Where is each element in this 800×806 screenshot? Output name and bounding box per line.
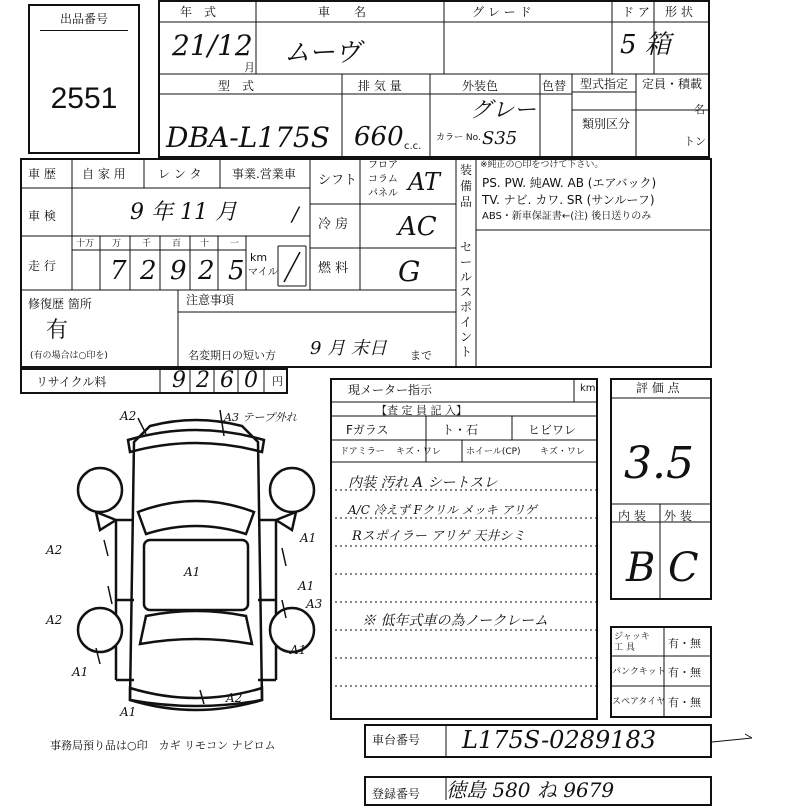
- shift-label: シフト: [318, 173, 358, 188]
- remark-4: ※ 低年式車の為ノークレーム: [362, 613, 549, 629]
- chassis-label: 車台番号: [372, 733, 421, 747]
- model-label: 車 名: [318, 5, 367, 19]
- type-value: DBA-L175S: [166, 121, 330, 154]
- mark-10: A1: [120, 705, 137, 719]
- inspection-value: 9 年 11 月: [130, 200, 237, 225]
- capacity-label: 定員・積載: [642, 77, 703, 91]
- history-business: 事業.営業車: [232, 167, 296, 181]
- repair-value: 有: [46, 318, 69, 343]
- doors-body-value: 5 箱: [620, 30, 671, 60]
- year-value: 21/12: [172, 29, 253, 62]
- equipment-line3: ABS・新車保証書←(注) 後日送りのみ: [482, 211, 652, 222]
- change-suffix: まで: [410, 349, 432, 362]
- chassis-value: L175S-0289183: [462, 726, 657, 754]
- fuel-label: 燃 料: [318, 261, 349, 276]
- interior-label: 内 装: [618, 509, 646, 523]
- tools-row1-value: 有・無: [668, 666, 701, 679]
- color-label: 外装色: [462, 79, 499, 93]
- recycle-unit: 円: [272, 375, 283, 388]
- body-label: 形 状: [665, 5, 693, 19]
- mark-2: A1: [300, 531, 317, 545]
- ac-value: AC: [398, 212, 437, 242]
- recycle-label: リサイクル料: [36, 375, 107, 389]
- type-label: 型 式: [218, 79, 255, 93]
- digit-h1: 万: [112, 239, 122, 249]
- designation-label: 型式指定: [580, 77, 629, 91]
- mark-3: A2: [46, 543, 63, 557]
- tools-row2-label: スペアタイヤ: [612, 697, 666, 707]
- mark-11: A2: [226, 691, 243, 705]
- fglass-label: Fガラス: [346, 423, 389, 437]
- selling-point-text: セールスポイント: [460, 240, 473, 359]
- displacement-label: 排 気 量: [358, 79, 402, 93]
- recycle-digit-3: 0: [244, 368, 258, 393]
- mark-5: A1: [298, 579, 315, 593]
- wheel-opts: キズ・ワレ: [540, 447, 585, 457]
- lot-number: 2551: [50, 82, 118, 115]
- mark-8: A1: [290, 643, 307, 657]
- equipment-note: ※純正の○印をつけて下さい。: [480, 160, 604, 170]
- shift-panel: パネル: [368, 188, 398, 199]
- year-label: 年 式: [180, 5, 217, 19]
- tools-row2-value: 有・無: [668, 696, 701, 709]
- inspector-title: 【査 定 員 記 入】: [376, 404, 467, 417]
- notes-label: 注意事項: [186, 293, 235, 307]
- meter-label: 現メーター指示: [348, 383, 433, 397]
- repair-note: (有の場合は○印を): [30, 351, 108, 361]
- recycle-digit-0: 9: [172, 368, 186, 393]
- meter-unit: km: [580, 383, 596, 394]
- cc-unit: c.c.: [404, 141, 422, 152]
- crack-label: ヒビワレ: [528, 423, 577, 437]
- mark-0: A2: [120, 409, 137, 423]
- remark-2: A/C 冷えず Fクリル メッキ アリゲ: [348, 503, 537, 517]
- equipment-line2: TV. ナビ. カワ. SR (サンルーフ): [482, 193, 655, 207]
- mileage-label: 走 行: [28, 259, 56, 273]
- mileage-digit-2: 2: [140, 256, 157, 286]
- displacement-value: 660: [354, 122, 404, 152]
- history-rental: レ ン タ: [158, 167, 202, 181]
- remark-1: 内装 汚れ A シートスレ: [348, 475, 498, 491]
- model-value: ムーヴ: [284, 38, 361, 68]
- grade-label: グ レ ー ド: [472, 5, 532, 19]
- recycle-digit-2: 6: [220, 368, 234, 393]
- registration-value: 徳島 580 ね 9679: [446, 778, 615, 802]
- fuel-value: G: [398, 255, 421, 288]
- change-value: 9 月 末日: [310, 338, 387, 359]
- remark-3: Rスポイラー アリゲ 天井シミ: [352, 529, 526, 544]
- mirror-label: ドアミラー: [340, 447, 385, 457]
- tools-row0-value: 有・無: [668, 637, 701, 650]
- tools-row0-label: ジャッキ 工 具: [614, 632, 650, 653]
- interior-grade: B: [626, 545, 656, 591]
- ac-label: 冷 房: [318, 217, 349, 232]
- mile-unit: マイル: [248, 267, 278, 278]
- color-value: グレー: [470, 98, 537, 123]
- shift-floor: フロア: [368, 160, 398, 171]
- lot-label: 出品番号: [59, 12, 108, 26]
- mark-9: A1: [72, 665, 89, 679]
- repair-label: 修復歴 箇所: [28, 297, 92, 311]
- digit-h4: 十: [200, 239, 210, 249]
- recycle-digit-1: 2: [196, 368, 210, 393]
- color-no-value: S35: [482, 128, 518, 149]
- footer-items: 事務局預り品は○印 カギ リモコン ナビロム: [50, 739, 276, 752]
- inspection-label: 車 検: [28, 209, 56, 223]
- rating-score: 3.5: [624, 438, 694, 489]
- mark-7: A2: [46, 613, 63, 627]
- seats-unit: 名: [694, 103, 705, 116]
- km-unit: km: [250, 251, 268, 264]
- mark-4: A1: [184, 565, 201, 579]
- mirror-opts: キズ・ワレ: [396, 447, 441, 457]
- month-unit: 月: [244, 61, 255, 74]
- exterior-label: 外 装: [664, 509, 692, 523]
- digit-h2: 千: [142, 239, 152, 249]
- repaint-label: 色替: [542, 79, 567, 93]
- mileage-digit-1: 7: [110, 256, 127, 286]
- shift-column: コラム: [368, 174, 398, 185]
- digit-h3: 百: [172, 239, 182, 249]
- registration-label: 登録番号: [372, 787, 421, 801]
- color-no-label: カラー No.: [436, 133, 481, 143]
- fglass-opts: ト・石: [442, 423, 479, 437]
- tools-row1-label: パンクキット: [612, 667, 666, 677]
- inspection-slash: /: [292, 202, 299, 226]
- change-label: 名変期日の短い方: [188, 349, 276, 362]
- rating-label: 評 価 点: [636, 381, 680, 395]
- mark-6: A3: [306, 597, 323, 611]
- doors-label: ド ア: [622, 5, 650, 19]
- mark-1: A3 テープ外れ: [224, 411, 297, 424]
- digit-h5: 一: [230, 239, 240, 249]
- mileage-digit-4: 2: [198, 256, 215, 286]
- wheel-label: ホイール(CP): [466, 447, 521, 457]
- equipment-label-text: 装 備 品: [460, 163, 473, 209]
- equipment-line1: PS. PW. 純AW. AB (エアバック): [482, 176, 657, 190]
- exterior-grade: C: [668, 545, 699, 591]
- history-label: 車 歴: [28, 167, 56, 181]
- shift-value: AT: [408, 168, 441, 196]
- digit-h0: 十万: [76, 239, 95, 249]
- history-private: 自 家 用: [82, 167, 126, 181]
- mileage-digit-3: 9: [170, 256, 187, 286]
- ton-unit: トン: [684, 135, 706, 148]
- mileage-digit-5: 5: [228, 256, 245, 286]
- class-label: 類別区分: [582, 117, 631, 131]
